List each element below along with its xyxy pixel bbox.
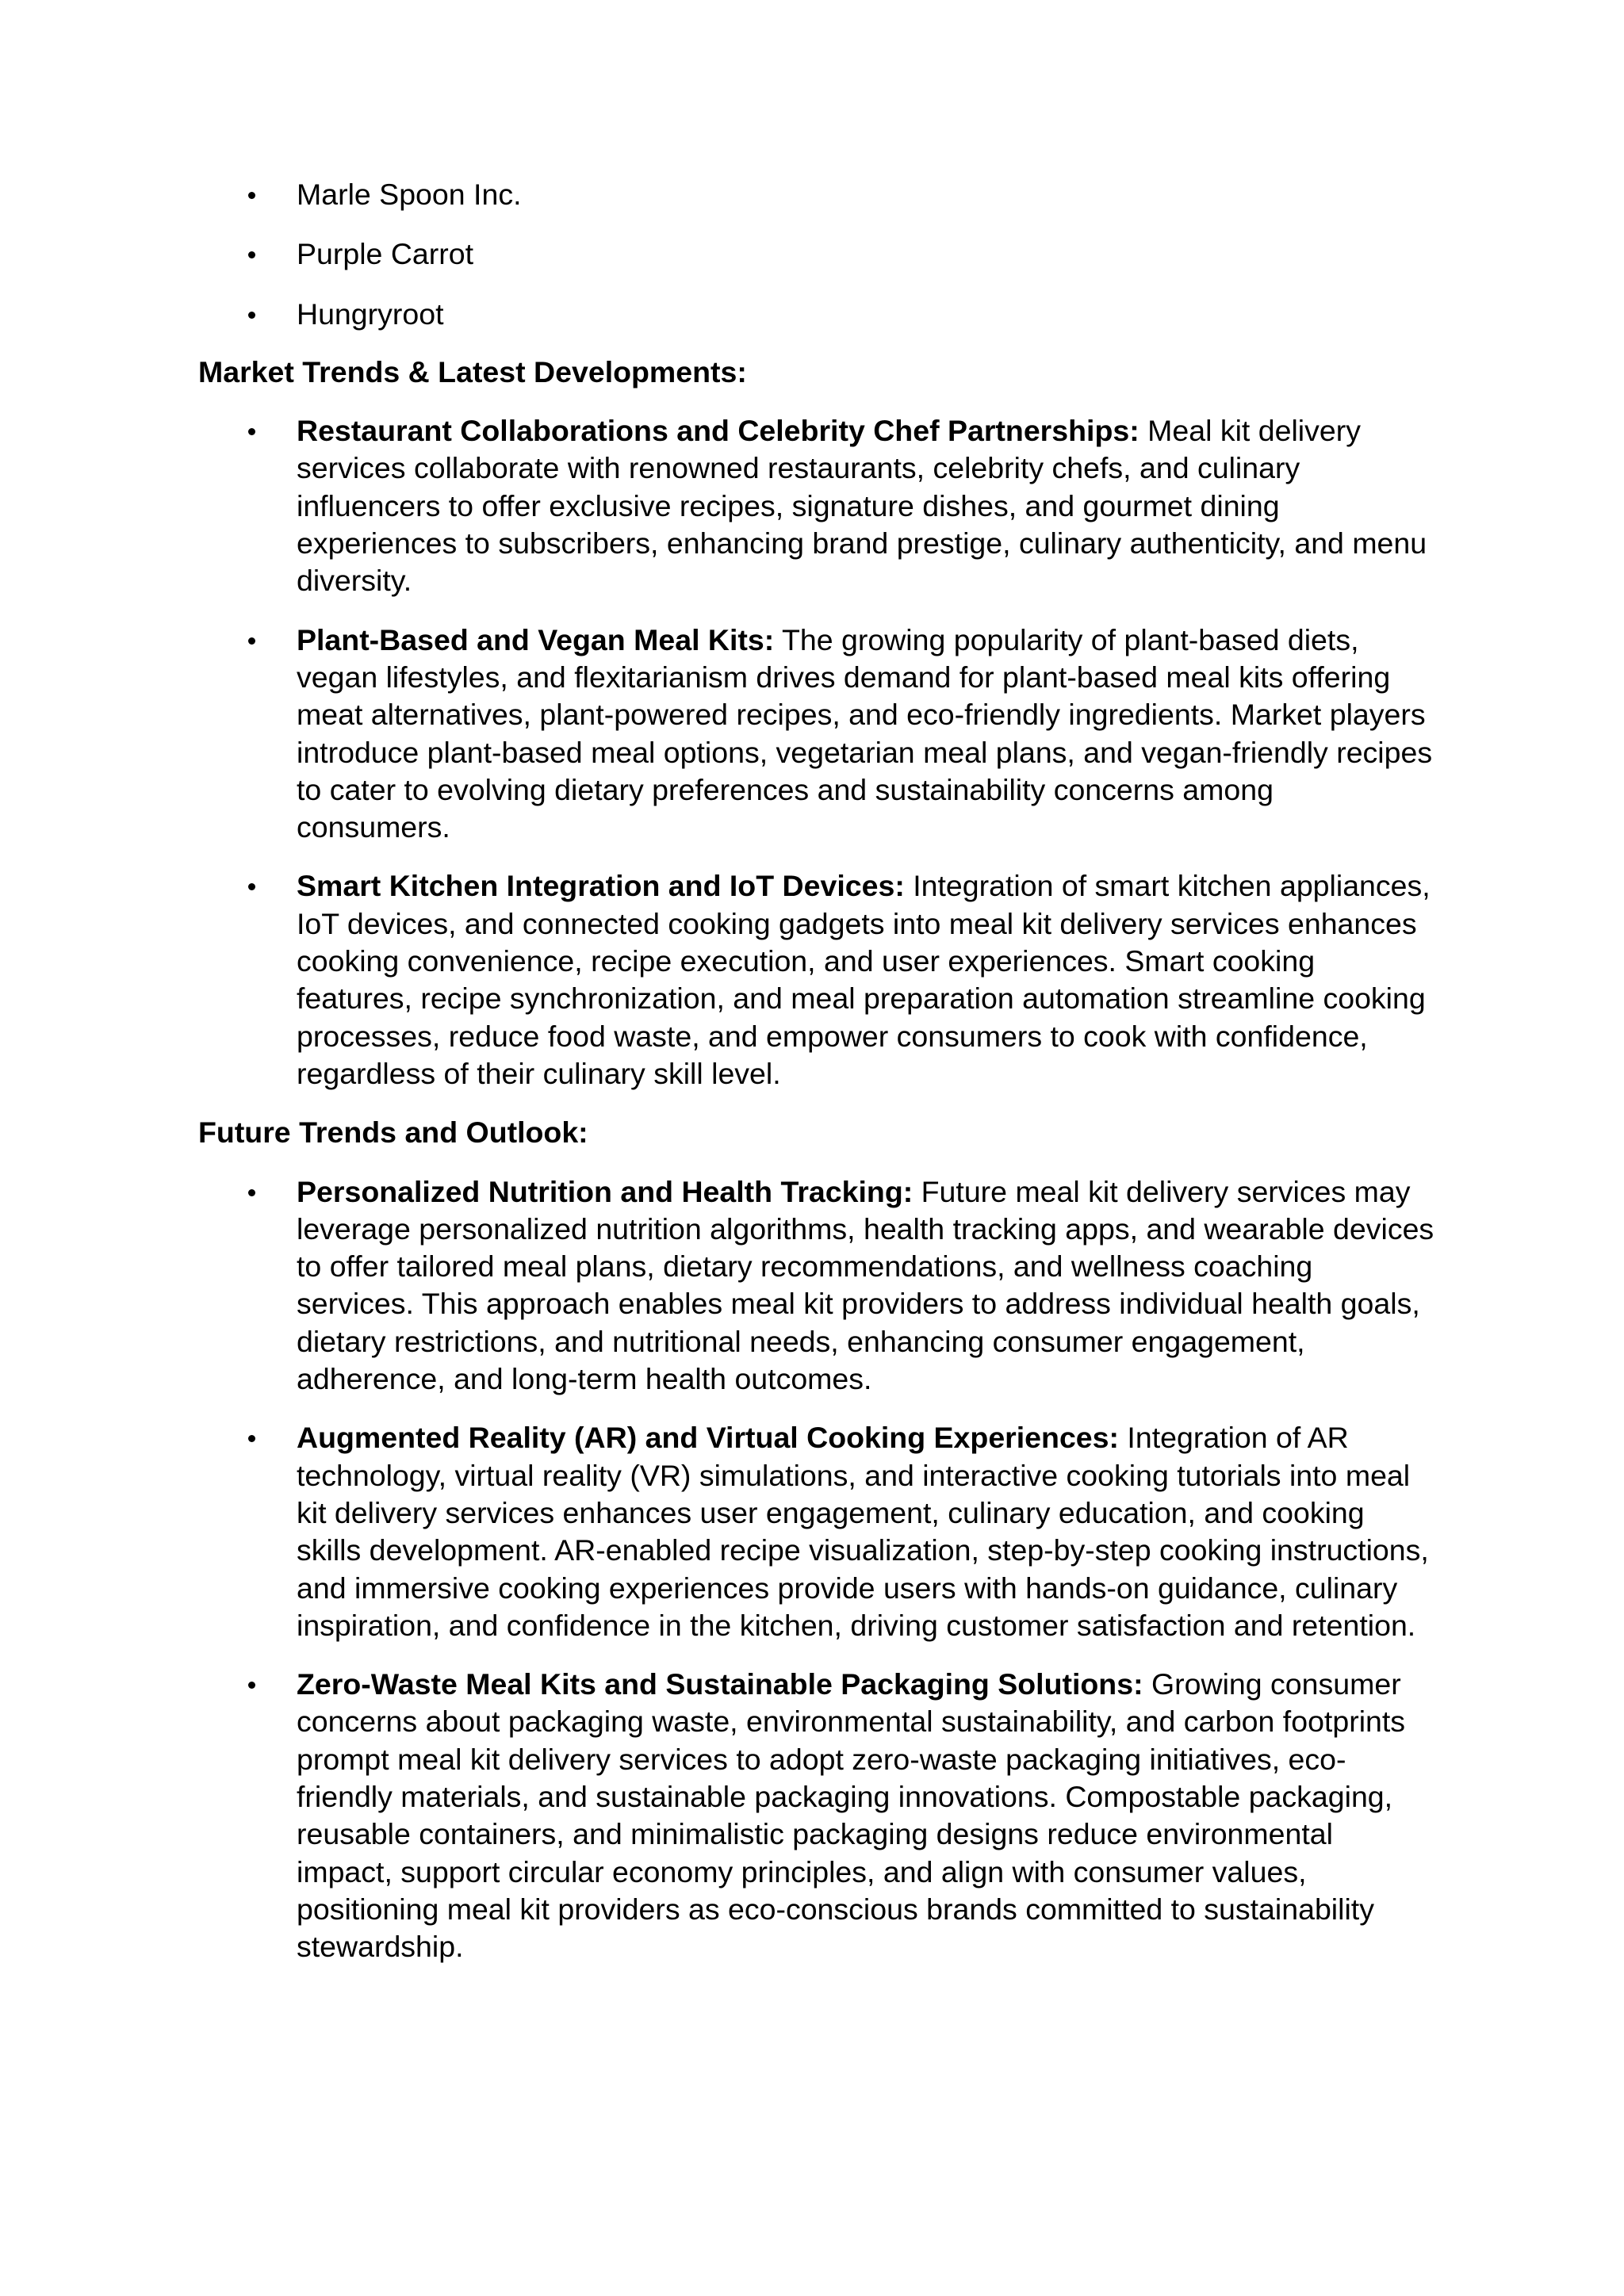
item-text: Integration of smart kitchen appliances, IoT devices, and connected cooking gadgets into meal kit delivery services enhances cooking convenience, recipe execution, and user experiences. Smart cooking features, recipe synchronization, and meal preparation automation streamline cooking processes, reduce food waste, and empower consumers to cook with confidence, regardless of their culinary skill level. [297, 869, 1431, 1090]
company-list [198, 176, 1435, 333]
market-trends-list [198, 412, 1435, 1093]
bullet-icon [248, 428, 255, 435]
bullet-icon [248, 192, 255, 199]
future-trends-list [198, 1173, 1435, 1966]
item-text: Growing consumer concerns about packaging waste, environmental sustainability, and carbon footprints prompt meal kit delivery services to adopt zero-waste packaging initiatives, eco-friendly materials, and sustainable packaging innovations. Compostable packaging, reusable containers, and minimalistic packaging designs reduce environmental impact, support circular economy principles, and align with consumer values, positioning meal kit providers as eco-conscious brands committed to sustainability stewardship. [297, 1667, 1406, 1964]
company-name: Marle Spoon Inc. [297, 178, 522, 211]
item-title: Restaurant Collaborations and Celebrity Chef Partnerships: [297, 414, 1139, 448]
company-name: Purple Carrot [297, 237, 474, 271]
bullet-icon [248, 1189, 255, 1196]
bullet-icon [248, 312, 255, 319]
list-item [198, 412, 1435, 599]
item-text: Future meal kit delivery services may leverage personalized nutrition algorithms, health tracking apps, and wearable devices to offer tailored meal plans, dietary recommendations, and wellness coaching services. This approach enables meal kit providers to address individual health goals, dietary restrictions, and nutritional needs, enhancing consumer engagement, adherence, and long-term health outcomes. [297, 1174, 1434, 1396]
bullet-icon [248, 251, 255, 258]
bullet-icon [248, 637, 255, 645]
list-item [198, 235, 1435, 273]
list-item [198, 1173, 1435, 1399]
item-text: Integration of AR technology, virtual reality (VR) simulations, and interactive cooking tutorials into meal kit delivery services enhances user engagement, culinary education, and cooking skills development. AR-enabled recipe visualization, step-by-step cooking instructions, and immersive cooking experiences provide users with hands-on guidance, culinary inspiration, and confidence in the kitchen, driving customer satisfaction and retention. [297, 1421, 1429, 1642]
list-item [198, 622, 1435, 847]
item-title: Plant-Based and Vegan Meal Kits: [297, 622, 775, 656]
item-text: Meal kit delivery services collaborate with renowned restaurants, celebrity chefs, and culinary influencers to offer exclusive recipes, signature dishes, and gourmet dining experiences to subscribers, enhancing brand prestige, culinary authenticity, and menu diversity. [297, 414, 1427, 598]
list-item [198, 1419, 1435, 1644]
future-trends-heading: Future Trends and Outlook: [198, 1115, 588, 1150]
item-title: Personalized Nutrition and Health Tracking: [297, 1174, 914, 1208]
document-content [198, 176, 1435, 1987]
bullet-icon [248, 1435, 255, 1442]
list-item [198, 867, 1435, 1093]
bullet-icon [248, 1682, 255, 1689]
list-item [198, 1666, 1435, 1965]
item-title: Smart Kitchen Integration and IoT Devices: [297, 869, 905, 903]
item-text: The growing popularity of plant-based diets, vegan lifestyles, and flexitarianism drives demand for plant-based meal kits offering meat alternatives, plant-powered recipes, and eco-friendly ingredients. Market players introduce plant-based meal options, vegetarian meal plans, and vegan-friendly recipes to cater to evolving dietary preferences and sustainability concerns among consumers. [297, 622, 1433, 844]
item-title: Augmented Reality (AR) and Virtual Cooking Experiences: [297, 1421, 1119, 1455]
item-title: Zero-Waste Meal Kits and Sustainable Packaging Solutions: [297, 1667, 1143, 1701]
market-trends-heading: Market Trends & Latest Developments: [198, 354, 747, 388]
list-item [198, 176, 1435, 213]
bullet-icon [248, 883, 255, 890]
company-name: Hungryroot [297, 297, 444, 331]
list-item [198, 296, 1435, 333]
